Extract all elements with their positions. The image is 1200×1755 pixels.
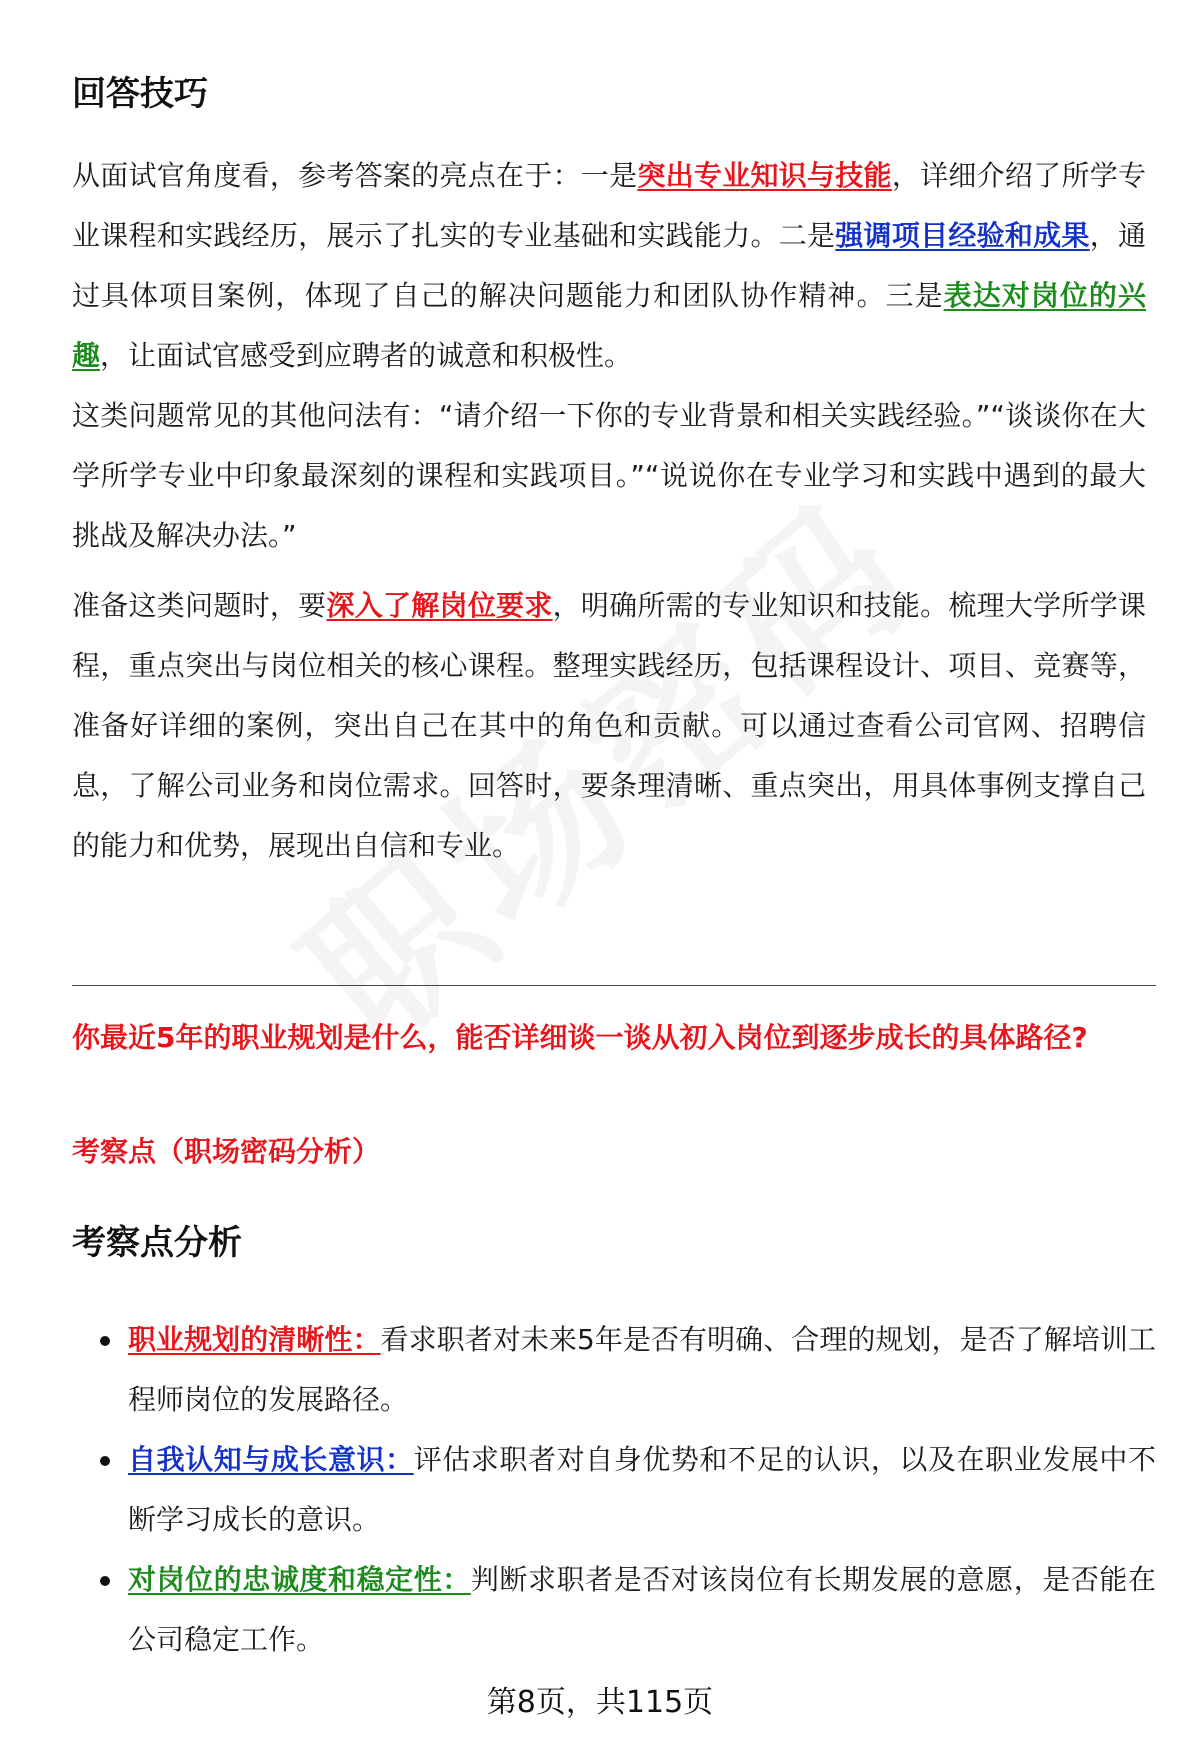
bullet-label: 对岗位的忠诚度和稳定性： — [128, 1563, 471, 1596]
interview-question: 你最近5年的职业规划是什么，能否详细谈一谈从初入岗位到逐步成长的具体路径? — [72, 1021, 1088, 1054]
text-run: 这类问题常见的其他问法有：“请介绍一下你的专业背景和相关实践经验。”“谈谈你在大学所学专业中印象最深刻的课程和实践项目。”“说说你在专业学习和实践中遇到的最大挑战及解决办法。” — [72, 399, 1146, 552]
highlight-blue: 强调项目经验和成果 — [835, 219, 1090, 252]
section-title-analysis: 考察点分析 — [72, 1223, 242, 1263]
highlight-green: 表达对岗位的兴趣 — [72, 279, 1146, 372]
section-title-answer-tips: 回答技巧 — [72, 74, 208, 114]
bullet-label: 自我认知与成长意识： — [128, 1443, 414, 1476]
page-number: 第8页，共115页 — [486, 1685, 714, 1720]
bullet-label: 职业规划的清晰性： — [128, 1323, 381, 1356]
analysis-bullet-list — [72, 1310, 1156, 1670]
text-run: 从面试官角度看，参考答案的亮点在于：一是 — [72, 159, 638, 192]
bullet-dot-icon — [100, 1576, 110, 1586]
bullet-text: 评估求职者对自身优势和不足的认识，以及在职业发展中不断学习成长的意识。 — [128, 1443, 1156, 1536]
text-run: ，让面试官感受到应聘者的诚意和积极性。 — [100, 339, 633, 372]
text-run: 准备这类问题时，要 — [72, 589, 327, 622]
highlight-red: 深入了解岗位要求 — [326, 589, 553, 622]
text-run: ，通过具体项目案例，体现了自己的解决问题能力和团队协作精神。三是 — [72, 219, 1146, 312]
bullet-text: 判断求职者是否对该岗位有长期发展的意愿，是否能在公司稳定工作。 — [128, 1563, 1156, 1656]
analysis-subheading: 考察点（职场密码分析） — [72, 1135, 381, 1168]
list-item — [72, 1430, 1156, 1550]
text-run: ，明确所需的专业知识和技能。梳理大学所学课程，重点突出与岗位相关的核心课程。整理实践经历，包括课程设计、项目、竞赛等，准备好详细的案例，突出自己在其中的角色和贡献。可以通过查看公司官网、招聘信息，了解公司业务和岗位需求。回答时，要条理清晰、重点突出，用具体事例支撑自己的能力和优势，展现出自信和专业。 — [72, 589, 1146, 862]
bullet-dot-icon — [100, 1456, 110, 1466]
bullet-text: 看求职者对未来5年是否有明确、合理的规划，是否了解培训工程师岗位的发展路径。 — [128, 1323, 1156, 1416]
list-item — [72, 1550, 1156, 1670]
bullet-dot-icon — [100, 1336, 110, 1346]
highlight-red: 突出专业知识与技能 — [637, 159, 892, 192]
paragraph-highlights — [72, 146, 1146, 386]
paragraph-preparation — [72, 576, 1146, 876]
text-run: ，详细介绍了所学专业课程和实践经历，展示了扎实的专业基础和实践能力。二是 — [72, 159, 1146, 252]
paragraph-alternative-questions — [72, 386, 1146, 566]
list-item — [72, 1310, 1156, 1430]
divider — [72, 985, 1156, 986]
